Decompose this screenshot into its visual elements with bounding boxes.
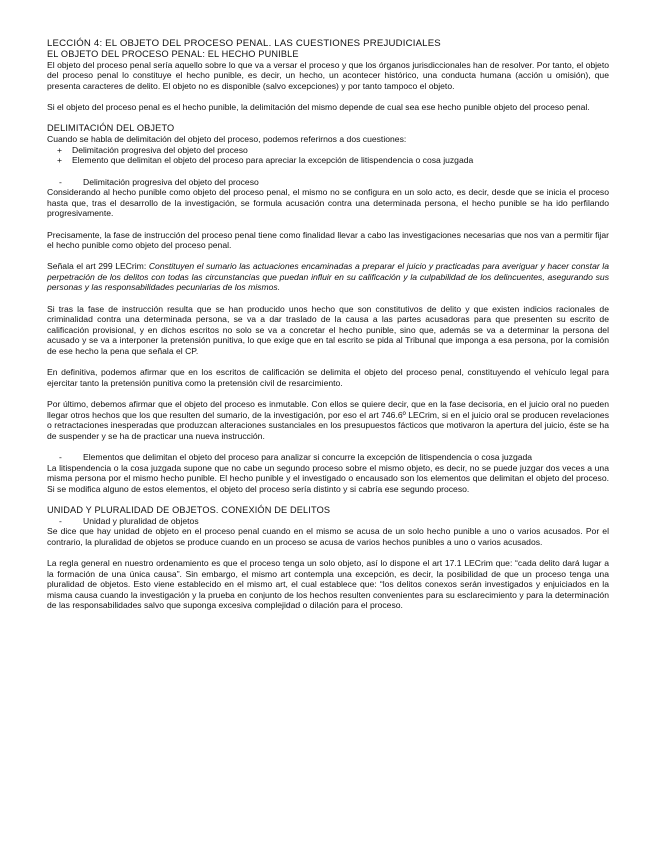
art299-paragraph bbox=[47, 261, 609, 293]
delimitacion-intro: Cuando se habla de delimitación del objeto del proceso, podemos referirnos a dos cuestiones: bbox=[47, 134, 407, 145]
bullet-plus-icon: + bbox=[57, 144, 63, 155]
list-item bbox=[47, 155, 609, 166]
subsection-title-litispendencia: - Elementos que delimitan el objeto del proceso para analizar si concurre la excepción de litispendencia o cosa juzgada bbox=[47, 452, 609, 463]
dash-bullet-icon: - bbox=[59, 515, 62, 526]
art299-lead: Señala el art 299 LECrim: bbox=[47, 261, 149, 272]
intro-paragraph-1: El objeto del proceso penal sería aquello sobre lo que va a versar el proceso y que los órganos jurisdiccionales han de resolver. Por tanto, el objeto del proceso penal lo constituye el hecho punible, es decir, un hecho, un acontecer histórico, una conducta humana (acción u omisión), que presenta caracteres de delito. El objeto no es disponible (salvo excepciones) y por tanto tampoco el objeto. bbox=[47, 59, 609, 91]
list-item bbox=[47, 145, 609, 156]
list-item-text: Delimitación progresiva del objeto del proceso bbox=[72, 144, 248, 155]
dash-bullet-icon: - bbox=[59, 451, 62, 462]
progresiva-paragraph-1: Considerando al hecho punible como objeto del proceso penal, el mismo no se configura en un solo acto, es decir, desde que se inicia el proceso hasta que, tras el desarrollo de la investigación, se formula acusación contra una determinada persona, el hecho punible se ha ido perfilando progresivamente. bbox=[47, 187, 609, 219]
document-page bbox=[47, 38, 609, 611]
section-heading-unidad-pluralidad: UNIDAD Y PLURALIDAD DE OBJETOS. CONEXIÓN DE DELITOS bbox=[47, 504, 331, 515]
progresiva-paragraph-6: Por último, debemos afirmar que el objeto del proceso es inmutable. Con ellos se quiere decir, que en la fase decisoria, en el juicio oral no pueden llegar otros hechos que los que resulten del sumario, de la investigación, por eso el art 746.6º LECrim, si en el juicio oral se producen revelaciones o retractaciones inesperadas que produzcan alteraciones sustanciales en los presupuestos fácticos que motivaron la apertura del juicio, éste se ha de suspender y se ha de practicar una nueva instrucción. bbox=[47, 399, 609, 441]
progresiva-paragraph-4: Si tras la fase de instrucción resulta que se han producido unos hecho que son constitutivos de delito y que existen indicios racionales de criminalidad contra una determinada persona, se va a dar traslado de la causa a las partes acusadoras para que presenten su escrito de calificación provisional, y en dichos escritos no solo se va a concretar el hecho punible, sino que, además se va a determinar la persona del acusado y se va a interponer la pretensión punitiva, lo que exige que en tal escrito se pida al Tribunal que imponga a esa persona, por la comisión de ese hecho la pena que señala el CP. bbox=[47, 303, 609, 357]
intro-paragraph-2: Si el objeto del proceso penal es el hecho punible, la delimitación del mismo depende de cual sea ese hecho punible objeto del proceso penal. bbox=[47, 102, 590, 113]
section-heading-hecho-punible: EL OBJETO DEL PROCESO PENAL: EL HECHO PUNIBLE bbox=[47, 49, 299, 59]
unidad-paragraph-1: Se dice que hay unidad de objeto en el proceso penal cuando en el mismo se acusa de un solo hecho punible a uno o varios acusados. Por el contrario, la pluralidad de objetos se produce cuando en un proceso se acusa de varios hechos punibles a uno o varios acusados. bbox=[47, 526, 609, 547]
subsection-title-unidad: - Unidad y pluralidad de objetos bbox=[47, 516, 609, 527]
bullet-plus-icon: + bbox=[57, 155, 63, 166]
progresiva-paragraph-2: Precisamente, la fase de instrucción del proceso penal tiene como finalidad llevar a cabo las investigaciones necesarias que nos van a permitir fijar el hecho punible como objeto del proceso penal. bbox=[47, 229, 609, 251]
subsection-title-delimitacion-progresiva: - Delimitación progresiva del objeto del proceso bbox=[47, 177, 609, 188]
section-heading-delimitacion: DELIMITACIÓN DEL OBJETO bbox=[47, 123, 175, 134]
lesson-title: LECCIÓN 4: EL OBJETO DEL PROCESO PENAL. LAS CUESTIONES PREJUDICIALES bbox=[47, 38, 441, 49]
art299-quote: Constituyen el sumario las actuaciones encaminadas a preparar el juicio y practicadas para averiguar y hacer constar la perpetración de los delitos con todas las circunstancias que puedan influir en su calificación y la culpabilidad de los delincuentes, asegurando sus personas y las responsabilidades pecuniarias de los mismos. bbox=[47, 261, 609, 293]
litispendencia-paragraph: La litispendencia o la cosa juzgada supone que no cabe un segundo proceso sobre el mismo objeto, es decir, no se puede juzgar dos veces a una misma persona por el mismo hecho punible. El hecho punible y el investigado o encausado son los elementos que delimitan el objeto del proceso. Si se modifica alguno de estos elementos, el objeto del proceso sería distinto y si cabría ese segundo proceso. bbox=[47, 462, 609, 494]
unidad-paragraph-2: La regla general en nuestro ordenamiento es que el proceso tenga un solo objeto, así lo dispone el art 17.1 LECrim que: “cada delito dará lugar a la formación de una única causa”. Sin embargo, el mismo art contempla una excepción, es decir, la posibilidad de que un proceso tenga una pluralidad de objetos. Esto viene establecido en el mismo art, el cual establece que: “los delitos conexos serán investigados y enjuiciados en la misma causa cuando la investigación y la prueba en conjunto de los hechos resulten convenientes para su esclarecimiento y para la determinación de las responsabilidades salvo que suponga excesiva complejidad o dilación para el proceso. bbox=[47, 558, 609, 611]
list-item-text: Elemento que delimitan el objeto del proceso para apreciar la excepción de litispendencia o cosa juzgada bbox=[72, 155, 474, 166]
dash-bullet-icon: - bbox=[59, 176, 62, 187]
progresiva-paragraph-5: En definitiva, podemos afirmar que en los escritos de calificación se delimita el objeto del proceso penal, constituyendo el vehículo legal para ejercitar tanto la pretensión punitiva como la pretensión civil de resarcimiento. bbox=[47, 367, 609, 388]
